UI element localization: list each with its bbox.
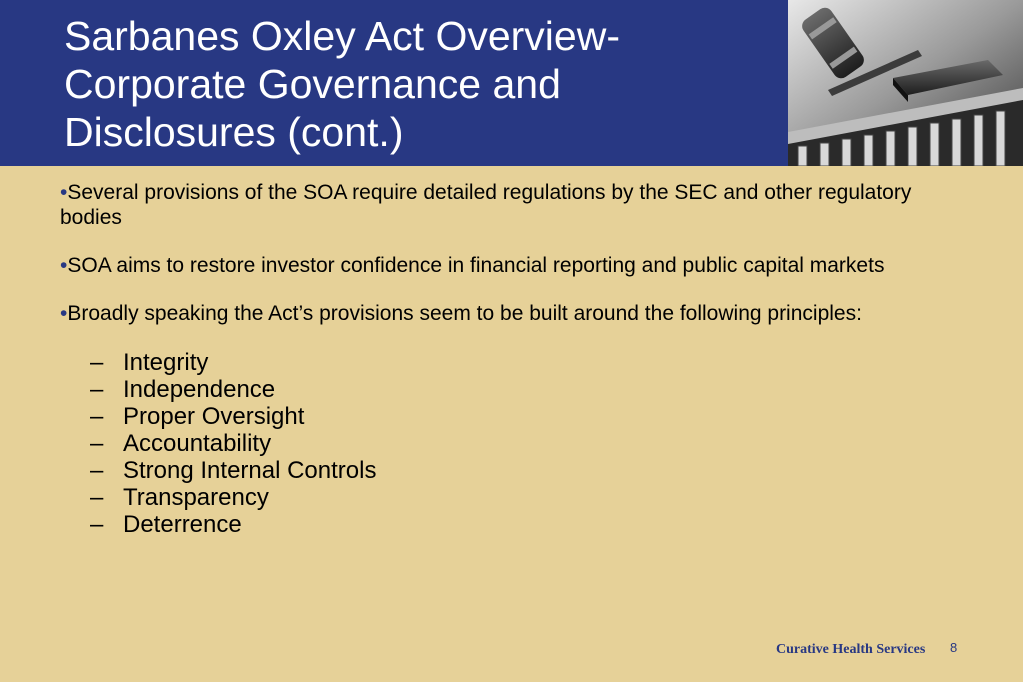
dash-marker: – xyxy=(90,430,104,457)
dash-marker: – xyxy=(90,403,104,430)
principle-item xyxy=(90,403,960,430)
gavel-photo xyxy=(788,0,1023,166)
principle-text: Transparency xyxy=(123,484,269,511)
title-line: Corporate Governance and xyxy=(64,61,561,107)
bullet-text: Several provisions of the SOA require detailed regulations by the SEC and other regulatory bodies xyxy=(60,181,912,229)
principle-item xyxy=(90,457,960,484)
principle-text: Integrity xyxy=(123,349,209,376)
page-number: 8 xyxy=(950,640,958,655)
principle-item xyxy=(90,349,960,376)
footer-company-name: Curative Health Services xyxy=(776,642,926,657)
dash-marker: – xyxy=(90,457,104,484)
title-banner xyxy=(0,0,788,166)
principles-list xyxy=(60,349,960,538)
bullet-marker: • xyxy=(60,181,68,204)
slide-title xyxy=(64,12,764,156)
principle-item xyxy=(90,430,960,457)
dash-marker: – xyxy=(90,349,104,376)
bullet-item xyxy=(60,180,960,230)
slide-body xyxy=(60,180,960,538)
bullet-text: Broadly speaking the Act’s provisions seem to be built around the following principles: xyxy=(67,302,862,325)
bullet-marker: • xyxy=(60,302,68,325)
dash-marker: – xyxy=(90,484,104,511)
principle-text: Accountability xyxy=(123,430,272,457)
principle-item xyxy=(90,511,960,538)
principle-text: Strong Internal Controls xyxy=(123,457,377,484)
title-line: Sarbanes Oxley Act Overview- xyxy=(64,13,620,59)
dash-marker: – xyxy=(90,376,104,403)
principle-text: Independence xyxy=(123,376,276,403)
title-line: Disclosures (cont.) xyxy=(64,109,404,155)
bullet-item xyxy=(60,253,960,278)
principle-text: Proper Oversight xyxy=(123,403,305,430)
principle-item xyxy=(90,484,960,511)
dash-marker: – xyxy=(90,511,104,538)
bullet-marker: • xyxy=(60,254,68,277)
principle-text: Deterrence xyxy=(123,511,242,538)
bullet-text: SOA aims to restore investor confidence in financial reporting and public capital markets xyxy=(67,254,885,277)
bullet-item xyxy=(60,301,960,326)
principle-item xyxy=(90,376,960,403)
